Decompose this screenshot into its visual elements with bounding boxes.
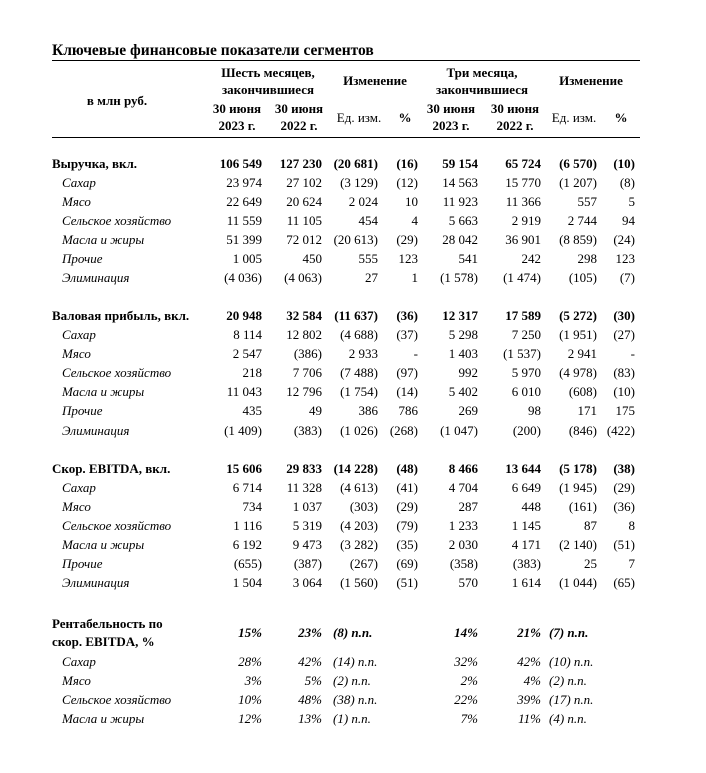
table-cell: (1 474): [503, 270, 541, 285]
table-cell: (8) п.п.: [333, 625, 373, 640]
table-cell: 32 584: [286, 308, 322, 323]
table-cell: 21%: [517, 625, 541, 640]
row-label: Прочие: [62, 251, 103, 266]
table-cell: (83): [613, 365, 635, 380]
table-cell: -: [413, 346, 418, 361]
table-cell: 7 250: [511, 327, 541, 342]
table-cell: 11%: [518, 711, 541, 726]
table-cell: 2 919: [511, 213, 541, 228]
table-cell: 7%: [460, 711, 478, 726]
table-cell: (268): [389, 423, 418, 438]
table-cell: (69): [396, 556, 418, 571]
row-label: Сельское хозяйство: [62, 213, 172, 228]
table-cell: 48%: [298, 692, 322, 707]
table-cell: (200): [512, 423, 541, 438]
table-cell: 786: [398, 403, 418, 418]
table-cell: (14): [396, 384, 418, 399]
six-months-heading: Шесть месяцев, закончившиеся: [221, 65, 315, 97]
table-cell: 1 504: [232, 575, 262, 590]
table-cell: 4: [411, 213, 418, 228]
table-cell: (4 978): [559, 365, 597, 380]
table-cell: 9 473: [292, 537, 322, 552]
table-cell: 1 037: [292, 499, 322, 514]
row-label-continued: скор. EBITDA, %: [52, 634, 155, 649]
table-cell: (1 945): [559, 480, 597, 495]
row-label: Сахар: [62, 175, 96, 190]
row-label: Элиминация: [62, 423, 130, 438]
table-cell: 3%: [244, 673, 262, 688]
table-cell: (29): [396, 232, 418, 247]
table-cell: (14) п.п.: [333, 654, 378, 669]
table-cell: (1 026): [340, 423, 378, 438]
table-cell: 10%: [238, 692, 262, 707]
table-cell: (5 178): [559, 461, 597, 476]
table-cell: (51): [396, 575, 418, 590]
row-label: Сахар: [62, 327, 96, 342]
row-label: Скор. EBITDA, вкл.: [52, 461, 171, 476]
table-cell: (41): [396, 480, 418, 495]
table-cell: (17) п.п.: [549, 692, 594, 707]
row-label: Выручка, вкл.: [52, 156, 138, 171]
table-cell: 14%: [454, 625, 478, 640]
six-months-change-heading: Изменение: [343, 73, 407, 88]
table-cell: (387): [293, 556, 322, 571]
table-cell: 51 399: [226, 232, 262, 247]
table-cell: 448: [521, 499, 541, 514]
table-cell: 94: [622, 213, 635, 228]
table-cell: 27 102: [286, 175, 322, 190]
table-cell: (12): [396, 175, 418, 190]
table-cell: (4 688): [340, 327, 378, 342]
table-cell: 2 941: [567, 346, 597, 361]
table-cell: 27: [365, 270, 378, 285]
table-cell: (30): [613, 308, 635, 323]
table-cell: 20 948: [226, 308, 262, 323]
table-cell: 5 298: [448, 327, 478, 342]
table-cell: (4) п.п.: [549, 711, 587, 726]
table-cell: 218: [242, 365, 262, 380]
table-cell: 734: [242, 499, 262, 514]
table-cell: 13 644: [505, 461, 541, 476]
table-cell: 42%: [517, 654, 541, 669]
table-cell: 106 549: [219, 156, 262, 171]
table-cell: 298: [577, 251, 597, 266]
table-cell: 59 154: [442, 156, 478, 171]
table-cell: 22 649: [226, 194, 262, 209]
row-label: Масла и жиры: [62, 711, 145, 726]
table-cell: 11 559: [226, 213, 262, 228]
table-cell: 570: [458, 575, 478, 590]
table-cell: 5 970: [511, 365, 541, 380]
row-label: Элиминация: [62, 270, 130, 285]
table-cell: (2) п.п.: [549, 673, 587, 688]
table-cell: (1) п.п.: [333, 711, 371, 726]
table-cell: 6 649: [511, 480, 541, 495]
table-cell: (303): [349, 499, 378, 514]
table-cell: 12 796: [286, 384, 322, 399]
table-cell: 36 901: [505, 232, 541, 247]
table-cell: (7 488): [340, 365, 378, 380]
table-cell: 12 317: [442, 308, 478, 323]
row-label: Сельское хозяйство: [62, 365, 172, 380]
table-cell: 7 706: [292, 365, 322, 380]
row-label: Сельское хозяйство: [62, 692, 172, 707]
table-cell: 1: [411, 270, 418, 285]
table-cell: 28%: [238, 654, 262, 669]
table-cell: (4 613): [340, 480, 378, 495]
table-cell: 8 466: [448, 461, 478, 476]
table-cell: 11 366: [505, 194, 541, 209]
table-cell: 87: [584, 518, 597, 533]
row-label: Элиминация: [62, 575, 130, 590]
row-label: Рентабельность по: [52, 616, 163, 631]
table-cell: 2%: [460, 673, 478, 688]
unit-label: в млн руб.: [86, 93, 148, 108]
table-cell: (24): [613, 232, 635, 247]
table-cell: (1 409): [224, 423, 262, 438]
table-cell: (65): [613, 575, 635, 590]
table-cell: (386): [293, 346, 322, 361]
row-label: Валовая прибыль, вкл.: [52, 308, 190, 323]
table-cell: 2 547: [232, 346, 262, 361]
table-cell: 992: [458, 365, 478, 380]
table-cell: 127 230: [279, 156, 322, 171]
date-2022-three: 30 июня 2022 г.: [490, 101, 540, 133]
table-cell: (29): [613, 480, 635, 495]
date-2022-six: 30 июня 2022 г.: [274, 101, 324, 133]
row-label: Масла и жиры: [62, 384, 145, 399]
table-cell: 13%: [298, 711, 322, 726]
table-cell: (1 537): [503, 346, 541, 361]
table-cell: (10): [613, 156, 635, 171]
table-cell: 15 606: [226, 461, 262, 476]
table-cell: (5 272): [559, 308, 597, 323]
table-cell: (655): [233, 556, 262, 571]
table-cell: (1 560): [340, 575, 378, 590]
table-cell: 42%: [298, 654, 322, 669]
table-cell: 39%: [517, 692, 541, 707]
table-cell: 2 030: [448, 537, 478, 552]
table-cell: 15 770: [505, 175, 541, 190]
date-2023-six: 30 июня 2023 г.: [212, 101, 262, 133]
table-cell: 11 328: [286, 480, 322, 495]
table-cell: 123: [615, 251, 635, 266]
table-cell: (4 203): [340, 518, 378, 533]
table-cell: 5%: [304, 673, 322, 688]
table-cell: 1 403: [448, 346, 478, 361]
table-cell: 1 614: [511, 575, 541, 590]
table-cell: (383): [293, 423, 322, 438]
row-label: Сахар: [62, 480, 96, 495]
table-cell: 65 724: [505, 156, 541, 171]
row-label: Масла и жиры: [62, 232, 145, 247]
table-cell: 12 802: [286, 327, 322, 342]
table-cell: (2 140): [559, 537, 597, 552]
table-cell: (3 129): [340, 175, 378, 190]
row-label: Мясо: [62, 194, 91, 209]
table-cell: (79): [396, 518, 418, 533]
table-cell: (1 207): [559, 175, 597, 190]
table-cell: -: [630, 346, 635, 361]
title-rule: [52, 60, 640, 61]
table-cell: 2 933: [348, 346, 378, 361]
table-cell: 8: [628, 518, 635, 533]
pct-three: %: [614, 110, 628, 125]
table-cell: (105): [568, 270, 597, 285]
table-cell: 450: [302, 251, 322, 266]
table-cell: 4 171: [511, 537, 541, 552]
table-cell: (4 036): [224, 270, 262, 285]
pct-six: %: [398, 110, 412, 125]
table-cell: (97): [396, 365, 418, 380]
table-cell: 6 010: [511, 384, 541, 399]
row-label: Мясо: [62, 673, 91, 688]
table-cell: 15%: [238, 625, 262, 640]
table-cell: 269: [458, 403, 478, 418]
table-cell: (383): [512, 556, 541, 571]
date-2023-three: 30 июня 2023 г.: [426, 101, 476, 133]
row-label: Масла и жиры: [62, 537, 145, 552]
table-cell: 541: [458, 251, 478, 266]
three-months-change-heading: Изменение: [559, 73, 623, 88]
table-cell: (14 228): [333, 461, 378, 476]
table-cell: 557: [577, 194, 597, 209]
table-cell: 8 114: [233, 327, 262, 342]
table-cell: 175: [615, 403, 635, 418]
table-cell: (36): [613, 499, 635, 514]
table-cell: (37): [396, 327, 418, 342]
table-cell: 29 833: [286, 461, 322, 476]
table-cell: (161): [568, 499, 597, 514]
table-cell: 49: [309, 403, 322, 418]
table-cell: (422): [606, 423, 635, 438]
table-cell: 28 042: [442, 232, 478, 247]
table-cell: (1 951): [559, 327, 597, 342]
table-cell: 5 319: [292, 518, 322, 533]
table-cell: 72 012: [286, 232, 322, 247]
row-label: Мясо: [62, 499, 91, 514]
table-cell: 555: [358, 251, 378, 266]
table-cell: 171: [577, 403, 597, 418]
table-cell: (51): [613, 537, 635, 552]
table-cell: 5 663: [448, 213, 478, 228]
table-cell: 6 714: [232, 480, 262, 495]
table-cell: 1 116: [233, 518, 262, 533]
table-cell: 435: [242, 403, 262, 418]
table-cell: (20 681): [333, 156, 378, 171]
table-cell: (1 044): [559, 575, 597, 590]
table-cell: 2 024: [348, 194, 378, 209]
table-cell: 32%: [454, 654, 478, 669]
table-cell: (35): [396, 537, 418, 552]
table-cell: (8): [619, 175, 635, 190]
table-cell: (3 282): [340, 537, 378, 552]
table-cell: (48): [396, 461, 418, 476]
table-cell: (7): [619, 270, 635, 285]
unit-change-six: Ед. изм.: [336, 110, 382, 125]
table-cell: 5: [628, 194, 635, 209]
table-cell: 11 105: [286, 213, 322, 228]
table-cell: (38): [613, 461, 635, 476]
table-cell: 22%: [454, 692, 478, 707]
table-cell: 3 064: [292, 575, 322, 590]
table-cell: 6 192: [232, 537, 262, 552]
table-cell: 11 923: [442, 194, 478, 209]
table-cell: (8 859): [559, 232, 597, 247]
table-cell: 11 043: [226, 384, 262, 399]
row-label: Сельское хозяйство: [62, 518, 172, 533]
table-cell: (846): [568, 423, 597, 438]
unit-change-three: Ед. изм.: [551, 110, 597, 125]
table-cell: (38) п.п.: [333, 692, 378, 707]
table-cell: 454: [358, 213, 378, 228]
table-cell: (27): [613, 327, 635, 342]
table-cell: 10: [405, 194, 418, 209]
table-cell: 4%: [523, 673, 541, 688]
row-label: Прочие: [62, 403, 103, 418]
table-cell: (7) п.п.: [549, 625, 589, 640]
table-cell: 1 145: [511, 518, 541, 533]
table-cell: (10): [613, 384, 635, 399]
table-cell: (36): [396, 308, 418, 323]
table-cell: 386: [358, 403, 378, 418]
table-cell: 23%: [298, 625, 322, 640]
row-label: Прочие: [62, 556, 103, 571]
table-cell: 17 589: [505, 308, 541, 323]
header-rule: [52, 137, 640, 138]
table-cell: (10) п.п.: [549, 654, 594, 669]
table-cell: 14 563: [442, 175, 478, 190]
table-cell: (608): [568, 384, 597, 399]
three-months-heading: Три месяца, закончившиеся: [435, 65, 529, 97]
table-cell: (2) п.п.: [333, 673, 371, 688]
table-cell: 4 704: [448, 480, 478, 495]
table-cell: 123: [398, 251, 418, 266]
report-title: Ключевые финансовые показатели сегментов: [52, 42, 374, 59]
table-cell: 12%: [238, 711, 262, 726]
row-label: Мясо: [62, 346, 91, 361]
table-cell: 2 744: [567, 213, 597, 228]
table-cell: 242: [521, 251, 541, 266]
table-cell: (1 578): [440, 270, 478, 285]
table-cell: (16): [396, 156, 418, 171]
table-cell: 1 005: [232, 251, 262, 266]
table-cell: 1 233: [448, 518, 478, 533]
table-cell: (4 063): [284, 270, 322, 285]
table-cell: 7: [628, 556, 635, 571]
table-cell: 98: [528, 403, 541, 418]
table-cell: (1 754): [340, 384, 378, 399]
table-cell: 23 974: [226, 175, 262, 190]
table-cell: 287: [458, 499, 478, 514]
row-label: Сахар: [62, 654, 96, 669]
table-cell: (1 047): [440, 423, 478, 438]
table-cell: (20 613): [333, 232, 378, 247]
table-cell: 20 624: [286, 194, 322, 209]
table-cell: 25: [584, 556, 597, 571]
table-cell: (11 637): [334, 308, 378, 323]
table-cell: 5 402: [448, 384, 478, 399]
table-cell: (267): [349, 556, 378, 571]
table-cell: (29): [396, 499, 418, 514]
table-cell: (6 570): [559, 156, 597, 171]
table-cell: (358): [449, 556, 478, 571]
